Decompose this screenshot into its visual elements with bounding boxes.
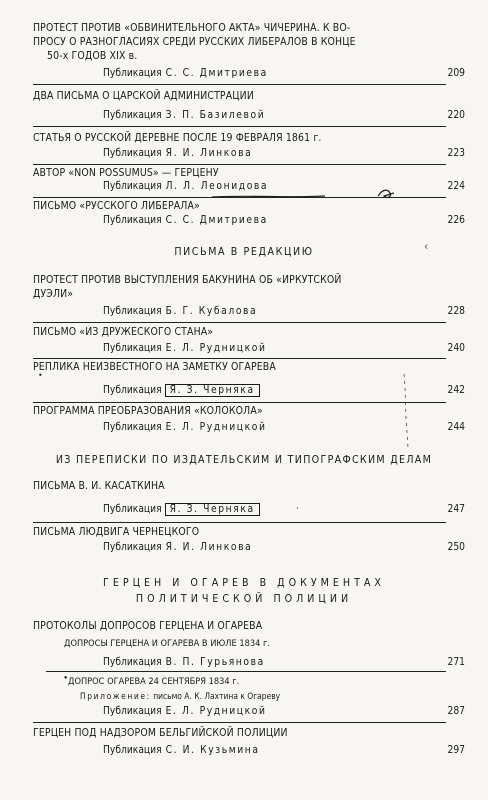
publisher-name: С. И. Кузьмина xyxy=(165,745,260,756)
publication-line xyxy=(103,214,465,227)
pen-underline-mark xyxy=(210,180,430,202)
section-heading: ПИСЬМА В РЕДАКЦИЮ xyxy=(174,246,314,258)
page-number: 247 xyxy=(447,504,465,515)
publication-line xyxy=(103,67,465,80)
entry-title: АВТОР «NON POSSUMUS» — ГЕРЦЕНУ xyxy=(33,167,219,179)
publisher-name: Е. Л. Рудницкой xyxy=(165,343,267,354)
publication-line xyxy=(103,503,465,516)
subentry-title: ДОПРОС ОГАРЕВА 24 СЕНТЯБРЯ 1834 г. xyxy=(68,676,240,687)
divider xyxy=(33,358,446,359)
publisher-name: Я. И. Линкова xyxy=(165,148,253,159)
divider xyxy=(33,322,446,323)
publication-line xyxy=(103,541,465,554)
ink-dot: · xyxy=(296,504,299,514)
divider xyxy=(33,164,446,165)
publication-label: Публикация xyxy=(103,657,162,668)
page-number: 223 xyxy=(447,148,465,159)
publisher-name: Е. Л. Рудницкой xyxy=(165,706,267,717)
publisher-name: З. П. Базилевой xyxy=(165,110,266,121)
publication-line xyxy=(103,705,465,718)
entry-title: ПРОТЕСТ ПРОТИВ ВЫСТУПЛЕНИЯ БАКУНИНА ОБ «ИРКУТСКОЙ xyxy=(33,274,342,286)
entry-title: ГЕРЦЕН ПОД НАДЗОРОМ БЕЛЬГИЙСКОЙ ПОЛИЦИИ xyxy=(33,727,288,739)
page-number: 226 xyxy=(447,215,465,226)
page-number: 209 xyxy=(447,68,465,79)
divider xyxy=(33,126,446,127)
publication-label: Публикация xyxy=(103,68,162,79)
entry-title: ПИСЬМО «ИЗ ДРУЖЕСКОГО СТАНА» xyxy=(33,326,214,338)
page-number: 242 xyxy=(447,385,465,396)
entry-title-cont: ПРОСУ О РАЗНОГЛАСИЯХ СРЕДИ РУССКИХ ЛИБЕРАЛОВ В КОНЦЕ xyxy=(33,36,356,48)
ink-dot: • xyxy=(38,371,43,380)
publication-label: Публикация xyxy=(103,745,162,756)
page-number: 240 xyxy=(447,343,465,354)
publisher-name: Л. Л. Леонидова xyxy=(165,181,269,192)
page-number: 220 xyxy=(447,110,465,121)
entry-title-cont: ДУЭЛИ» xyxy=(33,288,74,300)
appendix-label: Приложение: xyxy=(80,691,151,701)
publication-label: Публикация xyxy=(103,110,162,121)
publication-line xyxy=(103,305,465,318)
page-number: 287 xyxy=(447,706,465,717)
appendix-text: письмо А. К. Лахтина к Огареву xyxy=(153,691,281,701)
page-number: 250 xyxy=(447,542,465,553)
publication-label: Публикация xyxy=(103,504,162,515)
publication-line xyxy=(103,147,465,160)
page-number: 297 xyxy=(447,745,465,756)
entry-title-cont: 50-х ГОДОВ XIX в. xyxy=(47,50,138,62)
publication-label: Публикация xyxy=(103,148,162,159)
entry-title: ПИСЬМА В. И. КАСАТКИНА xyxy=(33,480,165,492)
section-heading: ГЕРЦЕН И ОГАРЕВ В ДОКУМЕНТАХ xyxy=(103,577,385,589)
divider xyxy=(33,402,446,403)
entry-title: ДВА ПИСЬМА О ЦАРСКОЙ АДМИНИСТРАЦИИ xyxy=(33,90,254,102)
divider xyxy=(33,722,446,723)
publisher-name: Я. З. Черняка xyxy=(165,503,260,516)
publication-label: Публикация xyxy=(103,422,162,433)
entry-title: ПИСЬМО «РУССКОГО ЛИБЕРАЛА» xyxy=(33,200,200,212)
publisher-name: Б. Г. Кубалова xyxy=(165,306,258,317)
pen-stroke-mark xyxy=(398,372,414,452)
page-number: 271 xyxy=(447,657,465,668)
publisher-name: С. С. Дмитриева xyxy=(165,215,268,226)
publication-line xyxy=(103,342,465,355)
publisher-name: Я. З. Черняка xyxy=(165,384,260,397)
appendix-note xyxy=(80,690,280,702)
section-heading: ИЗ ПЕРЕПИСКИ ПО ИЗДАТЕЛЬСКИМ И ТИПОГРАФСКИМ ДЕЛАМ xyxy=(55,454,433,466)
subentry-title: ДОПРОСЫ ГЕРЦЕНА И ОГАРЕВА В ИЮЛЕ 1834 г. xyxy=(64,638,270,649)
entry-title: ПРОТОКОЛЫ ДОПРОСОВ ГЕРЦЕНА И ОГАРЕВА xyxy=(33,620,263,632)
entry-title: РЕПЛИКА НЕИЗВЕСТНОГО НА ЗАМЕТКУ ОГАРЕВА xyxy=(33,361,276,373)
page-number: 228 xyxy=(447,306,465,317)
publication-label: Публикация xyxy=(103,706,162,717)
divider xyxy=(33,522,446,523)
ink-dot: • xyxy=(63,674,69,684)
divider xyxy=(33,197,446,198)
publisher-name: С. С. Дмитриева xyxy=(165,68,268,79)
publication-label: Публикация xyxy=(103,306,162,317)
publisher-name: Я. И. Линкова xyxy=(165,542,253,553)
divider xyxy=(46,671,446,672)
page-number: 244 xyxy=(447,422,465,433)
publication-label: Публикация xyxy=(103,542,162,553)
entry-title: ПРОГРАММА ПРЕОБРАЗОВАНИЯ «КОЛОКОЛА» xyxy=(33,405,263,417)
publication-line xyxy=(103,109,465,122)
publisher-name: Е. Л. Рудницкой xyxy=(165,422,267,433)
publication-label: Публикация xyxy=(103,215,162,226)
entry-title: СТАТЬЯ О РУССКОЙ ДЕРЕВНЕ ПОСЛЕ 19 ФЕВРАЛЯ 1861 г. xyxy=(33,132,322,144)
publication-label: Публикация xyxy=(103,181,162,192)
publisher-name: В. П. Гурьянова xyxy=(165,657,265,668)
section-heading-cont: ПОЛИТИЧЕСКОЙ ПОЛИЦИИ xyxy=(135,593,353,605)
publication-line xyxy=(103,744,465,757)
publication-label: Публикация xyxy=(103,385,162,396)
publication-line xyxy=(103,656,465,669)
page-number: 224 xyxy=(447,181,465,192)
divider xyxy=(33,84,446,85)
entry-title: ПРОТЕСТ ПРОТИВ «ОБВИНИТЕЛЬНОГО АКТА» ЧИЧЕРИНА. К ВО- xyxy=(33,22,351,34)
entry-title: ПИСЬМА ЛЮДВИГА ЧЕРНЕЦКОГО xyxy=(33,526,200,538)
ink-mark: ‹ xyxy=(424,240,429,253)
publication-label: Публикация xyxy=(103,343,162,354)
